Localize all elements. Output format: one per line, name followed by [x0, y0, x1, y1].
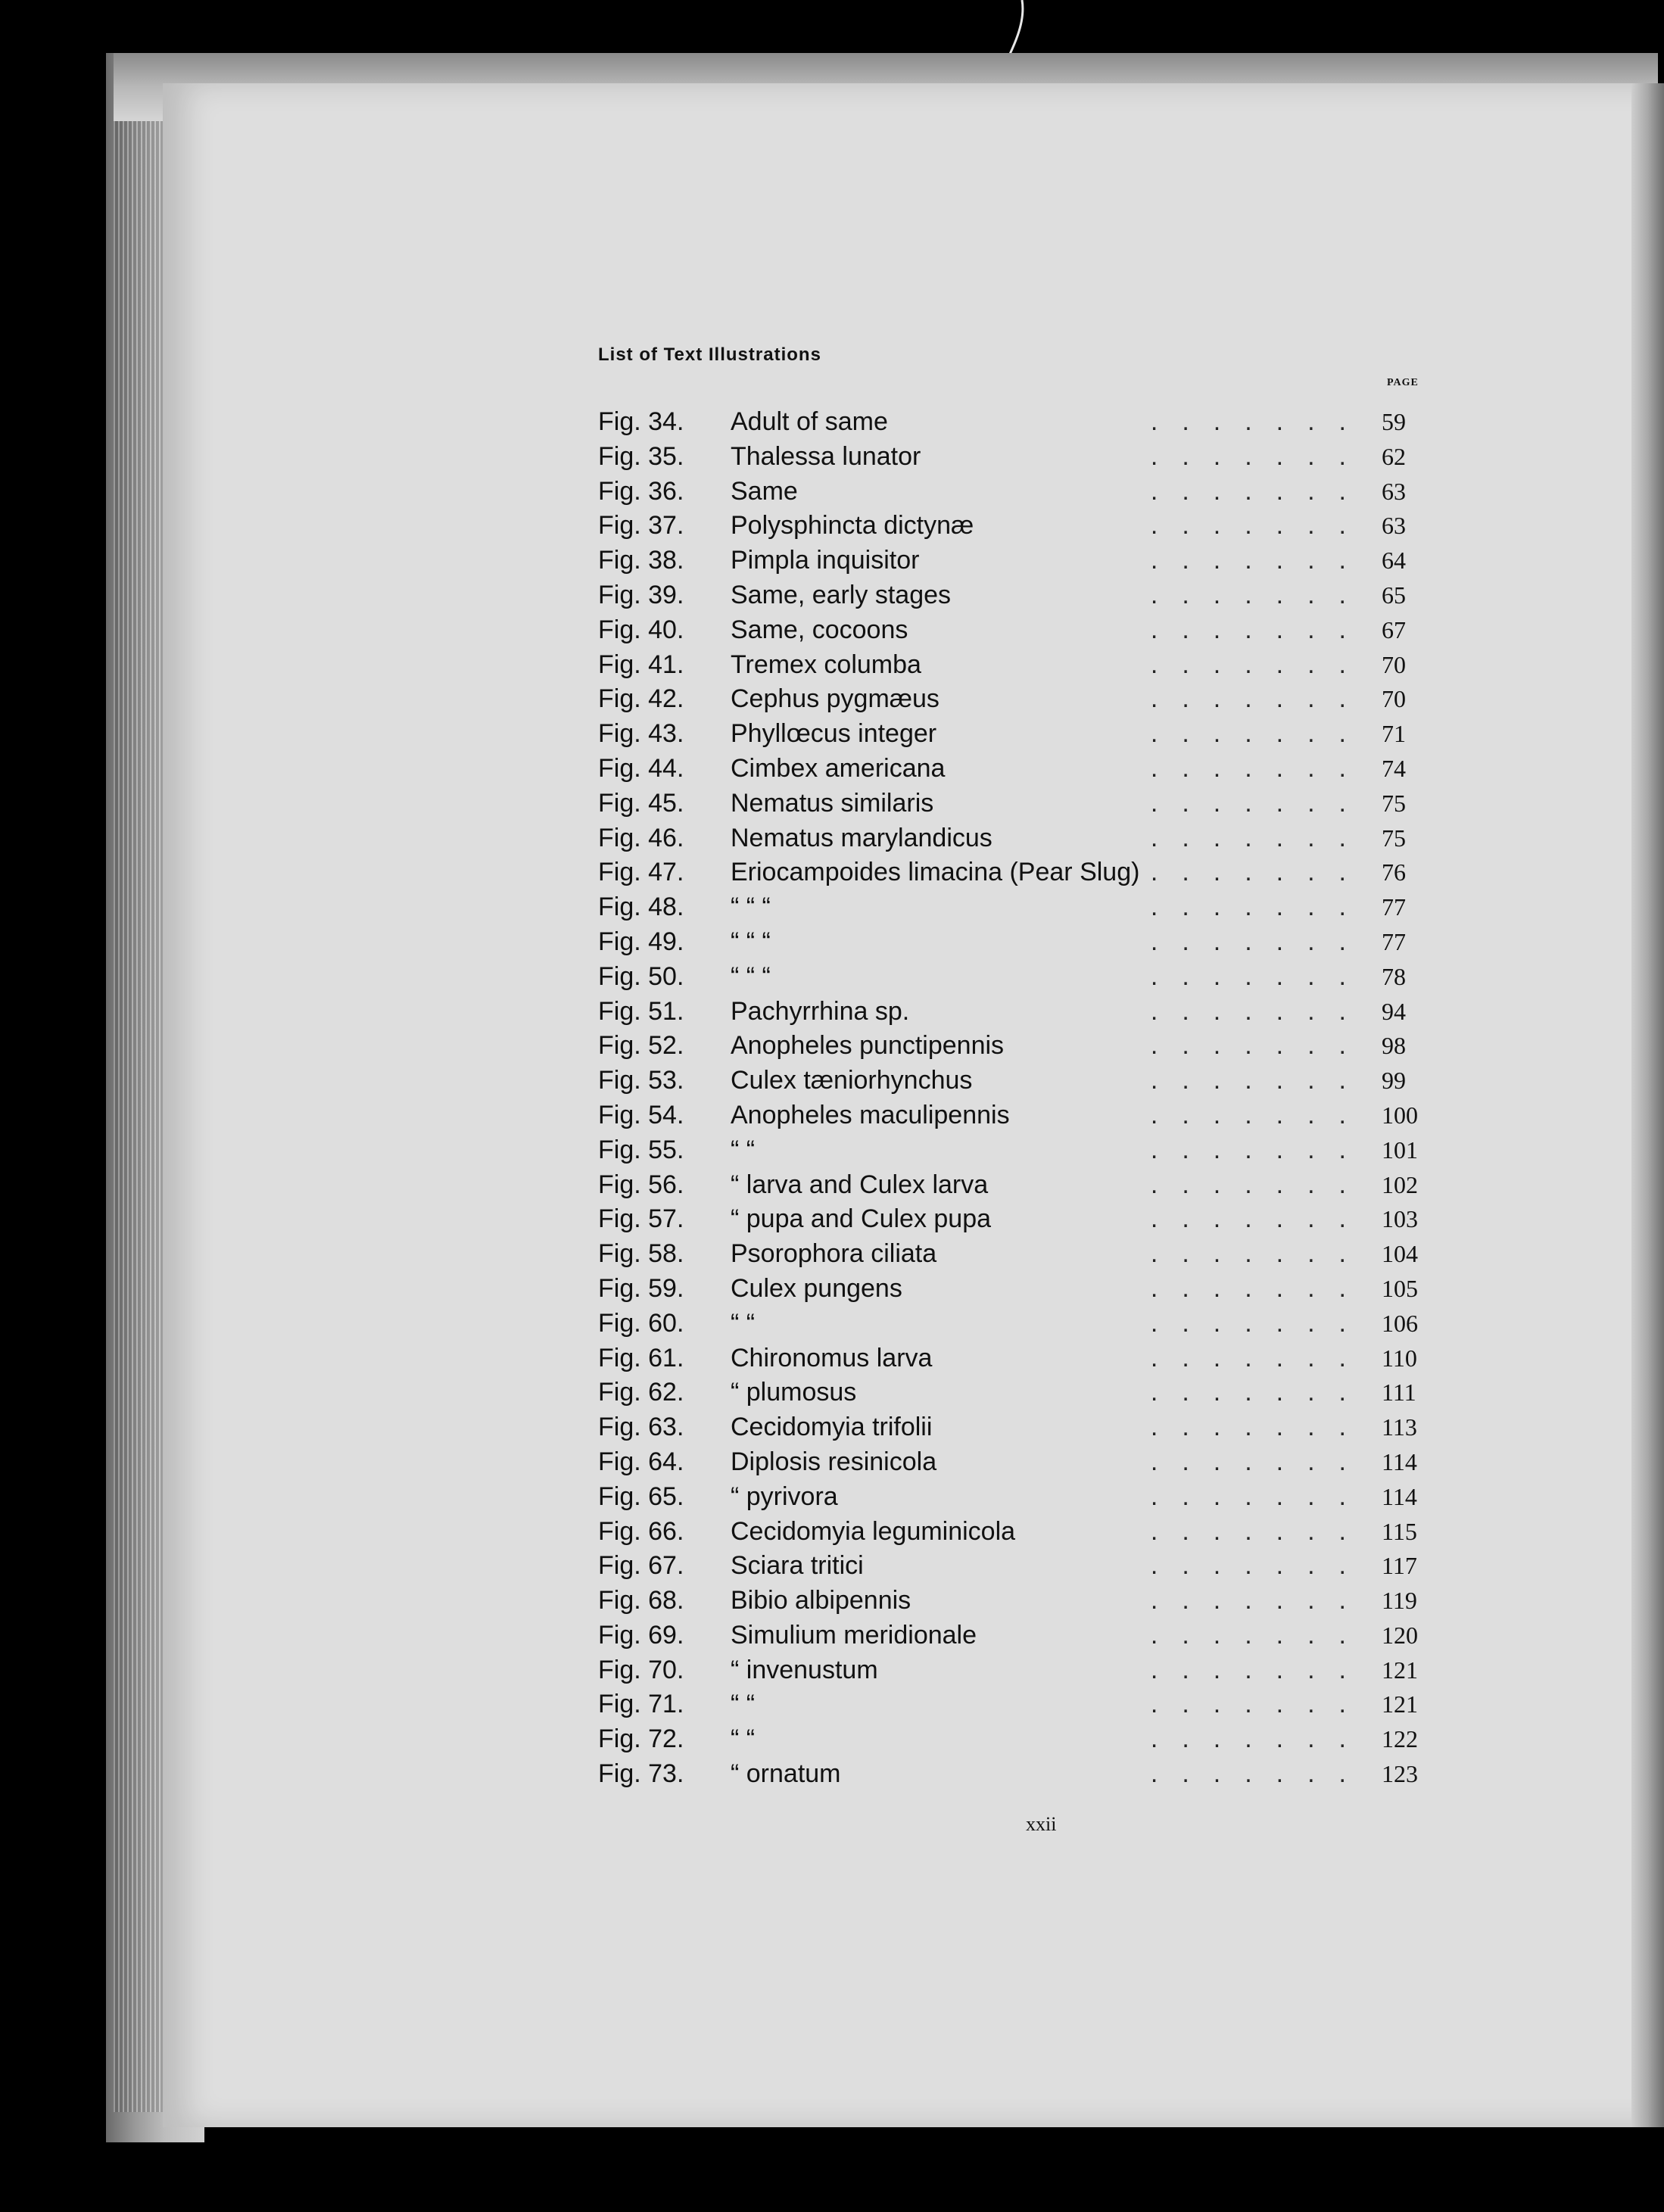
figure-number: Fig. 73. [598, 1759, 684, 1789]
figure-number: Fig. 72. [598, 1724, 684, 1754]
figure-number: Fig. 64. [598, 1447, 684, 1476]
page-number: 104 [1382, 1240, 1418, 1268]
dot-leader: ....... [1150, 1481, 1370, 1511]
list-item [598, 855, 1469, 890]
figure-title: Chironomus larva [731, 1343, 933, 1372]
page-number: 122 [1382, 1725, 1418, 1753]
list-item [598, 1237, 1469, 1272]
page-number: 114 [1382, 1447, 1417, 1475]
list-item [598, 1375, 1469, 1410]
figure-title: Polysphincta dictynæ [731, 511, 974, 541]
figure-number: Fig. 59. [598, 1273, 684, 1303]
figure-number: Fig. 46. [598, 823, 684, 852]
dot-leader: ....... [1150, 927, 1370, 956]
dot-leader: ....... [1150, 1551, 1370, 1581]
list-item [598, 752, 1469, 787]
figure-title: “ “ [731, 1724, 756, 1754]
figure-number: Fig. 38. [598, 546, 684, 575]
dot-leader: ....... [1150, 1759, 1370, 1789]
list-item [598, 682, 1469, 717]
page-number: 77 [1382, 927, 1406, 955]
figure-number: Fig. 48. [598, 893, 684, 922]
figure-title: Nematus similaris [731, 788, 934, 818]
list-item [598, 1029, 1469, 1064]
figure-number: Fig. 45. [598, 788, 684, 818]
figure-number: Fig. 57. [598, 1204, 684, 1234]
page-number: 76 [1382, 858, 1406, 886]
page-number: 106 [1382, 1309, 1418, 1337]
list-item [598, 648, 1469, 683]
page-number: 101 [1382, 1136, 1418, 1164]
page-number: 74 [1382, 754, 1406, 782]
page-number: 63 [1382, 477, 1406, 505]
figure-number: Fig. 51. [598, 996, 684, 1026]
page-number: 62 [1382, 442, 1406, 470]
figure-title: “ plumosus [731, 1378, 857, 1407]
figure-number: Fig. 40. [598, 615, 684, 644]
page-number: 77 [1382, 893, 1406, 921]
list-item [598, 787, 1469, 821]
list-item [598, 1515, 1469, 1550]
list-item [598, 821, 1469, 856]
dot-leader: ....... [1150, 615, 1370, 644]
figure-number: Fig. 35. [598, 441, 684, 471]
dot-leader: ....... [1150, 719, 1370, 749]
figure-number: Fig. 43. [598, 719, 684, 749]
illustration-list [598, 405, 1469, 1792]
figure-title: “ “ [731, 1308, 756, 1338]
figure-number: Fig. 63. [598, 1413, 684, 1442]
dot-leader: ....... [1150, 996, 1370, 1026]
figure-number: Fig. 44. [598, 753, 684, 783]
figure-title: Cecidomyia trifolii [731, 1413, 933, 1442]
page-number: 103 [1382, 1205, 1418, 1233]
page-number: 59 [1382, 408, 1406, 435]
figure-title: Anopheles maculipennis [731, 1100, 1010, 1129]
list-item [598, 1722, 1469, 1757]
page-number: 78 [1382, 962, 1406, 990]
dot-leader: ....... [1150, 858, 1370, 887]
list-item [598, 1202, 1469, 1237]
figure-title: Cecidomyia leguminicola [731, 1516, 1016, 1546]
figure-title: Thalessa lunator [731, 441, 921, 471]
list-item [598, 960, 1469, 995]
list-item [598, 405, 1469, 440]
figure-number: Fig. 34. [598, 407, 684, 436]
figure-number: Fig. 49. [598, 927, 684, 956]
figure-title: Cimbex americana [731, 753, 946, 783]
page-number: 75 [1382, 824, 1406, 852]
list-item [598, 1133, 1469, 1168]
figure-number: Fig. 62. [598, 1378, 684, 1407]
figure-number: Fig. 67. [598, 1551, 684, 1581]
page-number: 94 [1382, 997, 1406, 1025]
dot-leader: ....... [1150, 407, 1370, 436]
page-number: 123 [1382, 1760, 1418, 1788]
figure-title: Pachyrrhina sp. [731, 996, 910, 1026]
page-number: 111 [1382, 1379, 1416, 1407]
dot-leader: ....... [1150, 1586, 1370, 1615]
dot-leader: ....... [1150, 1724, 1370, 1754]
figure-number: Fig. 37. [598, 511, 684, 541]
list-item [598, 995, 1469, 1030]
list-item [598, 1757, 1469, 1792]
page-number: 63 [1382, 512, 1406, 540]
list-item [598, 890, 1469, 925]
page-number: 117 [1382, 1552, 1417, 1580]
page-number: 119 [1382, 1587, 1417, 1615]
figure-title: Same [731, 476, 798, 506]
list-item [598, 1618, 1469, 1653]
list-item [598, 544, 1469, 578]
figure-number: Fig. 58. [598, 1239, 684, 1269]
figure-title: “ pupa and Culex pupa [731, 1204, 992, 1234]
dot-leader: ....... [1150, 1273, 1370, 1303]
figure-title: Same, early stages [731, 580, 952, 609]
figure-number: Fig. 55. [598, 1135, 684, 1164]
list-item [598, 1307, 1469, 1341]
figure-title: Sciara tritici [731, 1551, 864, 1581]
dot-leader: ....... [1150, 1100, 1370, 1129]
figure-number: Fig. 54. [598, 1100, 684, 1129]
dot-leader: ....... [1150, 1690, 1370, 1719]
list-item [598, 1064, 1469, 1098]
list-item [598, 1272, 1469, 1307]
figure-title: “ “ [731, 1690, 756, 1719]
figure-title: “ larva and Culex larva [731, 1170, 989, 1199]
dot-leader: ....... [1150, 650, 1370, 679]
running-title: List of Text Illustrations [598, 344, 821, 365]
page-number: 65 [1382, 581, 1406, 609]
dot-leader: ....... [1150, 1066, 1370, 1095]
page-number: 121 [1382, 1690, 1418, 1718]
dot-leader: ....... [1150, 1447, 1370, 1476]
dot-leader: ....... [1150, 753, 1370, 783]
list-item [598, 1584, 1469, 1618]
page-number: 105 [1382, 1274, 1418, 1302]
dot-leader: ....... [1150, 1413, 1370, 1442]
dot-leader: ....... [1150, 1378, 1370, 1407]
figure-title: “ pyrivora [731, 1481, 838, 1511]
list-item [598, 1549, 1469, 1584]
list-item [598, 1687, 1469, 1722]
figure-number: Fig. 68. [598, 1586, 684, 1615]
dot-leader: ....... [1150, 1204, 1370, 1234]
figure-number: Fig. 39. [598, 580, 684, 609]
figure-title: “ “ “ [731, 927, 771, 956]
page-number: 98 [1382, 1032, 1406, 1060]
page-number: 75 [1382, 789, 1406, 817]
page-number: 102 [1382, 1170, 1418, 1198]
figure-title: Culex pungens [731, 1273, 902, 1303]
figure-number: Fig. 41. [598, 650, 684, 679]
figure-number: Fig. 66. [598, 1516, 684, 1546]
page-column-label: PAGE [1387, 377, 1419, 388]
list-item [598, 1410, 1469, 1445]
figure-title: Psorophora ciliata [731, 1239, 937, 1269]
list-item [598, 1445, 1469, 1480]
dot-leader: ....... [1150, 1655, 1370, 1684]
page-folio: xxii [1026, 1813, 1057, 1835]
dot-leader: ....... [1150, 546, 1370, 575]
list-item [598, 578, 1469, 613]
list-item [598, 475, 1469, 509]
figure-number: Fig. 60. [598, 1308, 684, 1338]
dot-leader: ....... [1150, 1239, 1370, 1269]
dot-leader: ....... [1150, 788, 1370, 818]
figure-number: Fig. 52. [598, 1031, 684, 1061]
figure-title: Pimpla inquisitor [731, 546, 920, 575]
dot-leader: ....... [1150, 476, 1370, 506]
figure-number: Fig. 53. [598, 1066, 684, 1095]
figure-number: Fig. 42. [598, 684, 684, 714]
page-number: 113 [1382, 1413, 1417, 1441]
list-item [598, 440, 1469, 475]
page-number: 110 [1382, 1344, 1417, 1372]
figure-title: Phyllœcus integer [731, 719, 937, 749]
figure-number: Fig. 65. [598, 1481, 684, 1511]
dot-leader: ....... [1150, 1620, 1370, 1650]
figure-number: Fig. 36. [598, 476, 684, 506]
list-item [598, 509, 1469, 544]
figure-title: Cephus pygmæus [731, 684, 940, 714]
dot-leader: ....... [1150, 1170, 1370, 1199]
page-number: 64 [1382, 547, 1406, 575]
figure-title: Diplosis resinicola [731, 1447, 937, 1476]
figure-title: Adult of same [731, 407, 888, 436]
dot-leader: ....... [1150, 823, 1370, 852]
list-item [598, 1653, 1469, 1688]
figure-title: Anopheles punctipennis [731, 1031, 1005, 1061]
page-number: 114 [1382, 1482, 1417, 1510]
figure-title: Culex tæniorhynchus [731, 1066, 973, 1095]
list-item [598, 1168, 1469, 1203]
figure-number: Fig. 70. [598, 1655, 684, 1684]
figure-title: Nematus marylandicus [731, 823, 992, 852]
figure-number: Fig. 69. [598, 1620, 684, 1650]
list-item [598, 1341, 1469, 1376]
list-item [598, 1098, 1469, 1133]
figure-title: Simulium meridionale [731, 1620, 977, 1650]
page-number: 67 [1382, 615, 1406, 643]
page-number: 99 [1382, 1067, 1406, 1095]
figure-title: Same, cocoons [731, 615, 908, 644]
figure-title: “ ornatum [731, 1759, 841, 1789]
page-number: 71 [1382, 720, 1406, 748]
figure-title: “ invenustum [731, 1655, 878, 1684]
page-number: 100 [1382, 1101, 1418, 1129]
page-number: 121 [1382, 1656, 1418, 1684]
dot-leader: ....... [1150, 1343, 1370, 1372]
dot-leader: ....... [1150, 511, 1370, 541]
figure-title: Bibio albipennis [731, 1586, 911, 1615]
page-number: 70 [1382, 685, 1406, 713]
list-item [598, 1480, 1469, 1515]
figure-title: “ “ “ [731, 961, 771, 991]
list-item [598, 717, 1469, 752]
dot-leader: ....... [1150, 1031, 1370, 1061]
figure-number: Fig. 50. [598, 961, 684, 991]
dot-leader: ....... [1150, 961, 1370, 991]
dot-leader: ....... [1150, 441, 1370, 471]
figure-title: Tremex columba [731, 650, 921, 679]
dot-leader: ....... [1150, 1516, 1370, 1546]
figure-title: Eriocampoides limacina (Pear Slug) [731, 858, 1140, 887]
page-right-edge [1631, 83, 1664, 2127]
page-number: 115 [1382, 1517, 1417, 1545]
figure-number: Fig. 56. [598, 1170, 684, 1199]
dot-leader: ....... [1150, 1135, 1370, 1164]
dot-leader: ....... [1150, 893, 1370, 922]
figure-title: “ “ “ [731, 893, 771, 922]
figure-number: Fig. 47. [598, 858, 684, 887]
page-number: 120 [1382, 1621, 1418, 1649]
page-number: 70 [1382, 650, 1406, 678]
figure-number: Fig. 71. [598, 1690, 684, 1719]
figure-title: “ “ [731, 1135, 756, 1164]
figure-number: Fig. 61. [598, 1343, 684, 1372]
list-item [598, 925, 1469, 960]
dot-leader: ....... [1150, 684, 1370, 714]
dot-leader: ....... [1150, 1308, 1370, 1338]
list-item [598, 613, 1469, 648]
dot-leader: ....... [1150, 580, 1370, 609]
